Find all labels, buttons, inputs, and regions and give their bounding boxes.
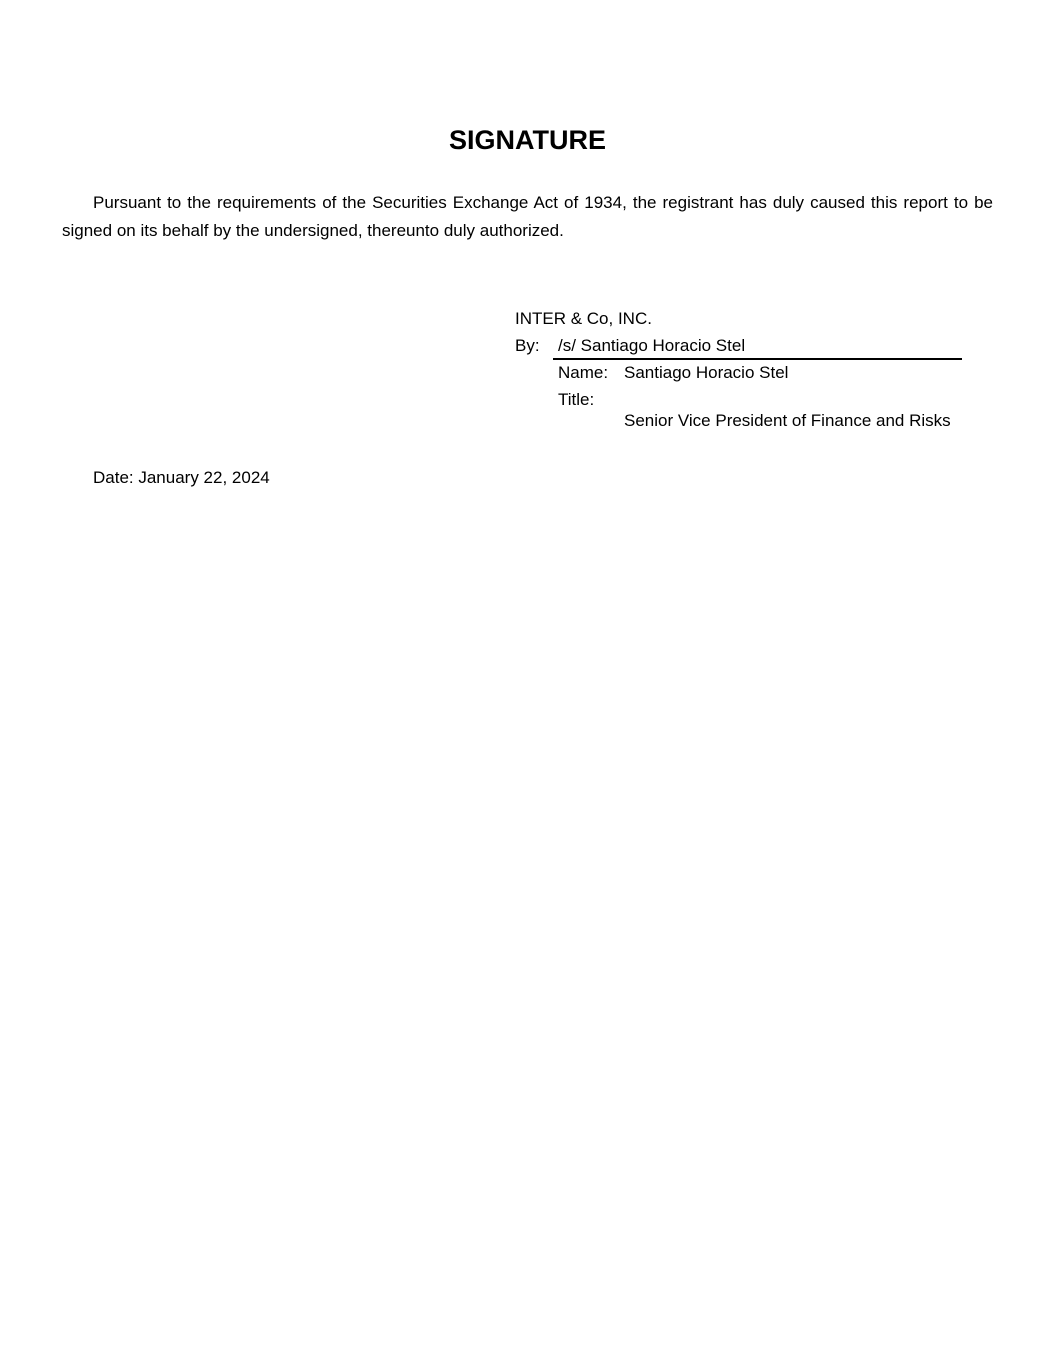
signature-line xyxy=(553,332,962,360)
authorization-paragraph: Pursuant to the requirements of the Securities Exchange Act of 1934, the registrant has duly caused this report to be signed on its behalf by the undersigned, thereunto duly authorized. xyxy=(62,193,993,240)
title-label: Title: xyxy=(558,390,595,409)
signature-text: /s/ Santiago Horacio Stel xyxy=(558,336,746,355)
by-label: By: xyxy=(515,336,540,355)
signer-name: Santiago Horacio Stel xyxy=(624,363,789,382)
signer-title: Senior Vice President of Finance and Risks xyxy=(624,411,951,430)
signature-date: Date: January 22, 2024 xyxy=(93,468,270,487)
name-label: Name: xyxy=(558,363,609,382)
page-title: SIGNATURE xyxy=(448,125,606,155)
company-name: INTER & Co, INC. xyxy=(515,309,652,328)
